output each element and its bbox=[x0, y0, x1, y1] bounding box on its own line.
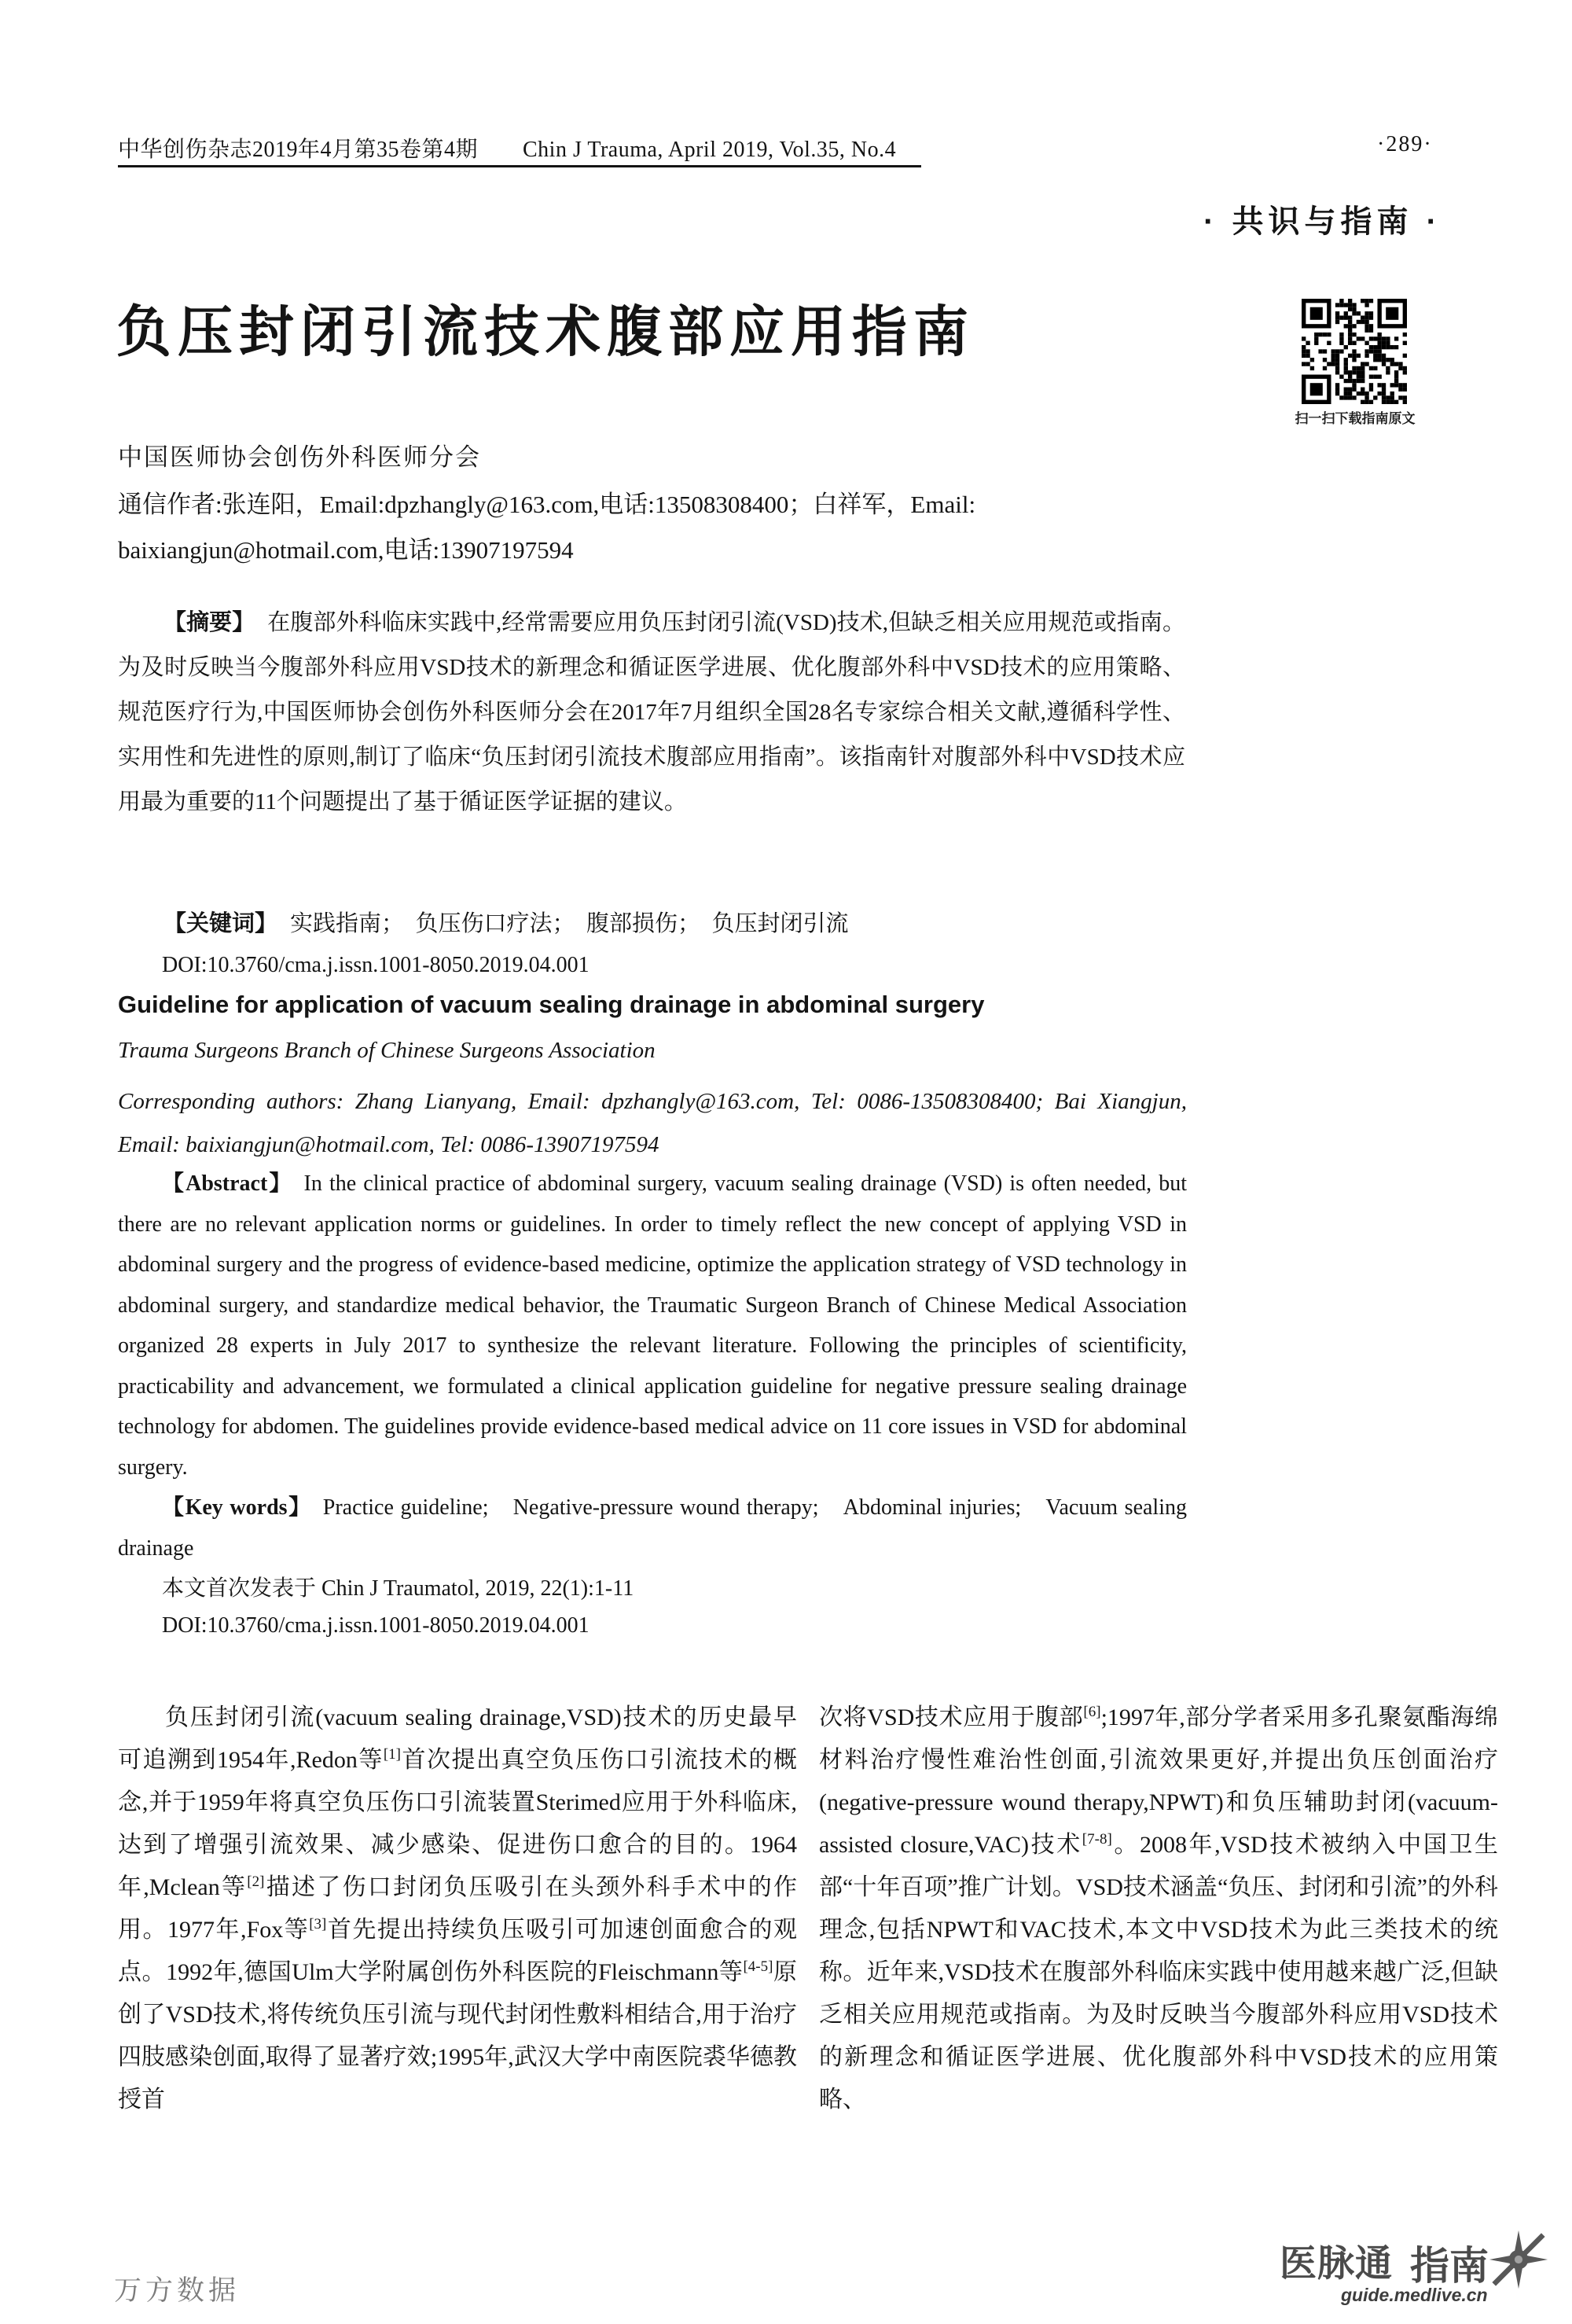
en-abstract-text: In the clinical practice of abdominal surgery, vacuum sealing drainage (VSD) is often needed, but there are no relevant application norms or guidelines. In order to timely reflect the new concept of applying VSD in abdominal surgery and the progress of evidence-based medicine, optimize the application strategy of VSD technology in abdominal surgery, and standardize medical behavior, the Traumatic Surgeon Branch of Chinese Medical Association organized 28 experts in July 2017 to synthesize the relevant literature. Following the principles of scientificity, practicability and advancement, we formulated a clinical application guideline for negative pressure sealing drainage technology for abdomen. The guidelines provide evidence-based medical advice on 11 core issues in VSD for abdominal surgery. bbox=[118, 1171, 1187, 1480]
cn-abstract-text: 在腹部外科临床实践中,经常需要应用负压封闭引流(VSD)技术,但缺乏相关应用规范或指南。为及时反映当今腹部外科应用VSD技术的新理念和循证医学进展、优化腹部外科中VSD技术的应用策略、规范医疗行为,中国医师协会创伤外科医师分会在2017年7月组织全国28名专家综合相关文献,遵循科学性、实用性和先进性的原则,制订了临床“负压封闭引流技术腹部应用指南”。该指南针对腹部外科中VSD技术应用最为重要的11个问题提出了基于循证医学证据的建议。 bbox=[118, 610, 1185, 815]
cn-doi: DOI:10.3760/cma.j.issn.1001-8050.2019.04.001 bbox=[162, 953, 590, 977]
medlive-url: guide.medlive.cn bbox=[1341, 2285, 1488, 2305]
medlive-logo-text: 医脉通 bbox=[1280, 2242, 1393, 2284]
en-abstract-label: 【Abstract】 bbox=[162, 1171, 293, 1196]
qr-caption: 扫一扫下载指南原文 bbox=[1295, 411, 1416, 426]
compass-icon bbox=[1487, 2228, 1550, 2291]
affiliation: 中国医师协会创伤外科医师分会 bbox=[118, 443, 481, 471]
en-correspondence: Corresponding authors: Zhang Lianyang, Email: dpzhangly@163.com, Tel: 0086-13508308400; Bai Xiangjun, Email: baixiangjun@hotmail.com, Tel: 0086-13907197594 bbox=[118, 1089, 1187, 1157]
cn-keywords-label: 【关键词】 bbox=[163, 911, 278, 936]
medlive-logo bbox=[1280, 2234, 1539, 2313]
en-keywords bbox=[118, 1487, 1187, 1569]
en-affiliation: Trauma Surgeons Branch of Chinese Surgeons Association bbox=[118, 1038, 656, 1063]
cn-abstract-label: 【摘要】 bbox=[163, 610, 255, 635]
en-doi: DOI:10.3760/cma.j.issn.1001-8050.2019.04.001 bbox=[162, 1613, 590, 1638]
cn-abstract bbox=[118, 601, 1185, 825]
qr-code-graphic bbox=[1302, 299, 1407, 404]
body-column-left: 负压封闭引流(vacuum sealing drainage,VSD)技术的历史最早可追溯到1954年,Redon等[1]首次提出真空负压伤口引流技术的概念,并于1959年将真空负压伤口引流装置Sterimed应用于外科临床,达到了增强引流效果、减少感染、促进伤口愈合的目的。1964年,Mclean等[2]描述了伤口封闭负压吸引在头颈外科手术中的作用。1977年,Fox等[3]首先提出持续负压吸引可加速创面愈合的观点。1992年,德国Ulm大学附属创伤外科医院的Fleischmann等[4-5]原创了VSD技术,将传统负压引流与现代封闭性敷料相结合,用于治疗四肢感染创面,取得了显著疗效;1995年,武汉大学中南医院裘华德教授首 bbox=[118, 1704, 798, 2113]
header-rule bbox=[118, 165, 921, 167]
en-keywords-text: Practice guideline; Negative-pressure wound therapy; Abdominal injuries; Vacuum sealing drainage bbox=[118, 1495, 1187, 1561]
article-title: 负压封闭引流技术腹部应用指南 bbox=[116, 303, 975, 363]
first-published-note: 本文首次发表于 Chin J Traumatol, 2019, 22(1):1-11 bbox=[162, 1576, 634, 1601]
en-keywords-label: 【Key words】 bbox=[162, 1495, 312, 1520]
correspondence-line-2: baixiangjun@hotmail.com,电话:13907197594 bbox=[118, 536, 574, 564]
section-label: · 共识与指南 · bbox=[1203, 204, 1442, 239]
body-column-right: 次将VSD技术应用于腹部[6];1997年,部分学者采用多孔聚氨酯海绵材料治疗慢性难治性创面,引流效果更好,并提出负压创面治疗(negative-pressure wound therapy,NPWT)和负压辅助封闭(vacuum-assisted closure,VAC)技术[7-8]。2008年,VSD技术被纳入中国卫生部“十年百项”推广计划。VSD技术涵盖“负压、封闭和引流”的外科理念,包括NPWT和VAC技术,本文中VSD技术为此三类技术的统称。近年来,VSD技术在腹部外科临床实践中使用越来越广泛,但缺乏相关应用规范或指南。为及时反映当今腹部外科应用VSD技术的新理念和循证医学进展、优化腹部外科中VSD技术的应用策略、 bbox=[819, 1704, 1499, 2113]
journal-header-info: 中华创伤杂志2019年4月第35卷第4期 Chin J Trauma, April 2019, Vol.35, No.4 bbox=[118, 138, 897, 162]
cn-keywords-text: 实践指南； 负压伤口疗法； 腹部损伤； 负压封闭引流 bbox=[289, 911, 849, 936]
correspondence-line-1: 通信作者:张连阳，Email:dpzhangly@163.com,电话:13508308400；白祥军，Email: bbox=[118, 491, 976, 518]
wanfang-watermark: 万方数据 bbox=[114, 2275, 241, 2306]
page-number: ·289· bbox=[1377, 132, 1433, 156]
en-title: Guideline for application of vacuum sealing drainage in abdominal surgery bbox=[118, 991, 985, 1018]
cn-keywords bbox=[118, 906, 1185, 938]
qr-code bbox=[1302, 299, 1407, 404]
en-abstract bbox=[118, 1164, 1187, 1487]
medlive-logo-guide-text: 指南 bbox=[1410, 2244, 1489, 2288]
